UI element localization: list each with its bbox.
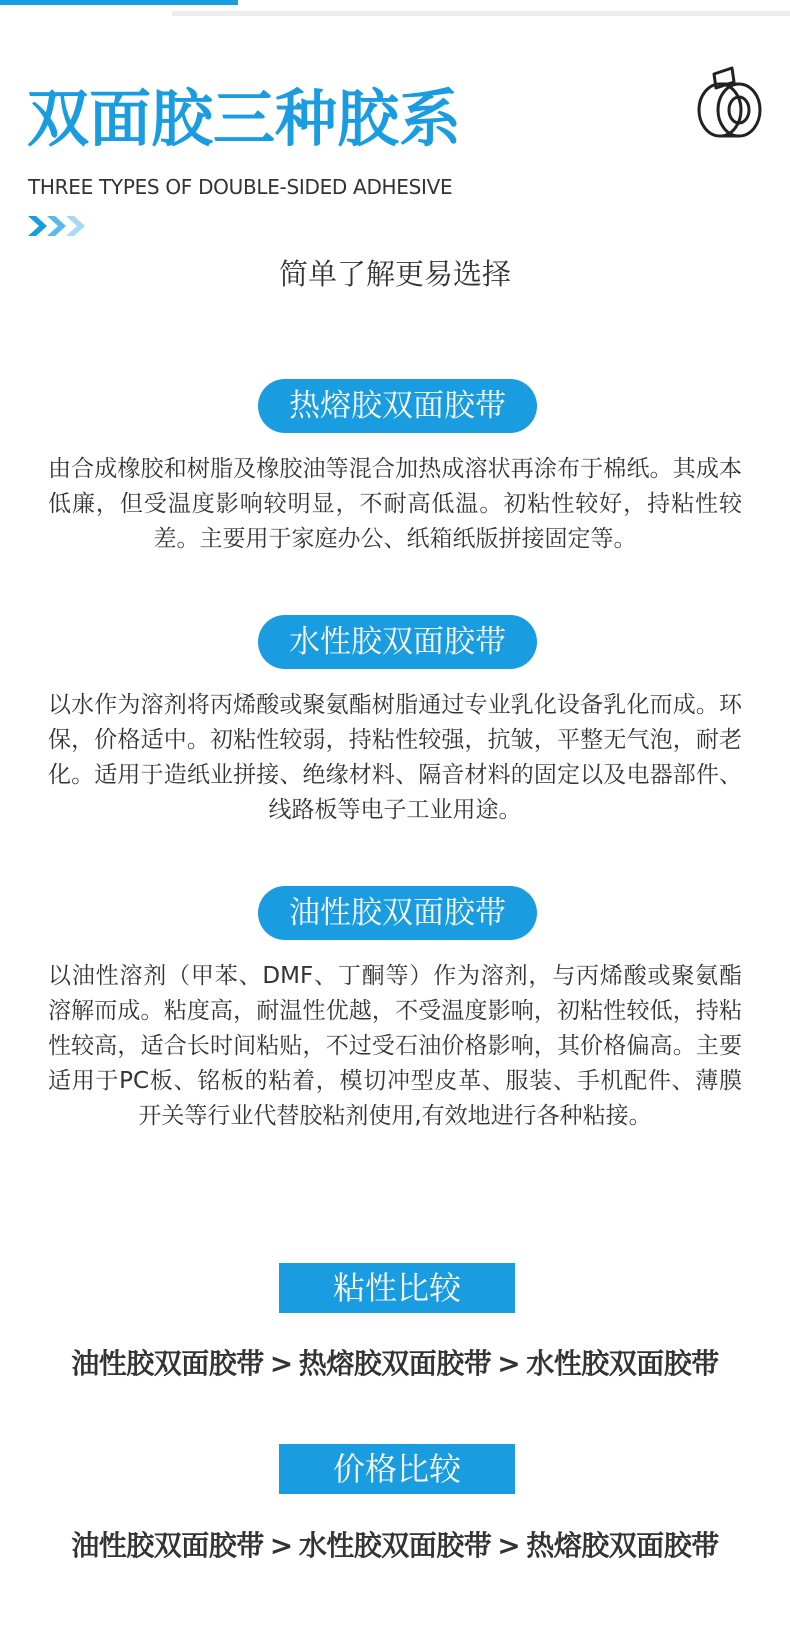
ranking-item: 油性胶双面胶带 xyxy=(71,1347,264,1380)
section-description-oil-based: 以油性溶剂（甲苯、DMF、丁酮等）作为溶剂，与丙烯酸或聚氨酯溶解而成。粘度高，耐温性优越，不受温度影响，初粘性较低，持粘性较高，适合长时间粘贴，不过受石油价格影响，其价格偏高。主要适用于PC板、铭板的粘着，模切冲型皮革、服装、手机配件、薄膜开关等行业代替胶粘剂使用,有效地进行各种粘接。 xyxy=(48,963,742,1129)
ranking-separator: > xyxy=(269,1347,293,1380)
top-accent-bar xyxy=(0,0,238,5)
section-title-oil-based: 油性胶双面胶带 xyxy=(258,886,537,940)
ranking-separator: > xyxy=(497,1529,521,1562)
ranking-item: 热熔胶双面胶带 xyxy=(298,1347,492,1380)
page-title: 双面胶三种胶系 xyxy=(27,82,462,155)
ranking-item: 油性胶双面胶带 xyxy=(71,1529,264,1562)
comparison-label-viscosity: 粘性比较 xyxy=(279,1263,515,1313)
comparison-ranking-price xyxy=(0,1526,790,1566)
ranking-item: 水性胶双面胶带 xyxy=(298,1529,492,1562)
section-description-water-based: 以水作为溶剂将丙烯酸或聚氨酯树脂通过专业乳化设备乳化而成。环保，价格适中。初粘性较弱，持粘性较强，抗皱，平整无气泡，耐老化。适用于造纸业拼接、绝缘材料、隔音材料的固定以及电器部件、线路板等电子工业用途。 xyxy=(48,692,742,823)
section-title-water-based: 水性胶双面胶带 xyxy=(258,615,537,669)
section-title-hot-melt: 热熔胶双面胶带 xyxy=(258,379,537,433)
tagline: 简单了解更易选择 xyxy=(278,257,511,291)
page-subtitle: THREE TYPES OF DOUBLE-SIDED ADHESIVE xyxy=(28,175,453,199)
tape-roll-icon xyxy=(696,64,764,142)
ranking-separator: > xyxy=(497,1347,521,1380)
ranking-item: 水性胶双面胶带 xyxy=(526,1347,719,1380)
ranking-item: 热熔胶双面胶带 xyxy=(526,1529,719,1562)
ranking-separator: > xyxy=(269,1529,293,1562)
comparison-label-price: 价格比较 xyxy=(279,1444,515,1494)
top-gray-bar xyxy=(172,11,790,16)
section-description-hot-melt: 由合成橡胶和树脂及橡胶油等混合加热成溶状再涂布于棉纸。其成本低廉，但受温度影响较明显，不耐高低温。初粘性较好，持粘性较差。主要用于家庭办公、纸箱纸版拼接固定等。 xyxy=(48,456,742,552)
chevrons-right-icon xyxy=(28,213,90,239)
comparison-ranking-viscosity xyxy=(0,1344,790,1384)
